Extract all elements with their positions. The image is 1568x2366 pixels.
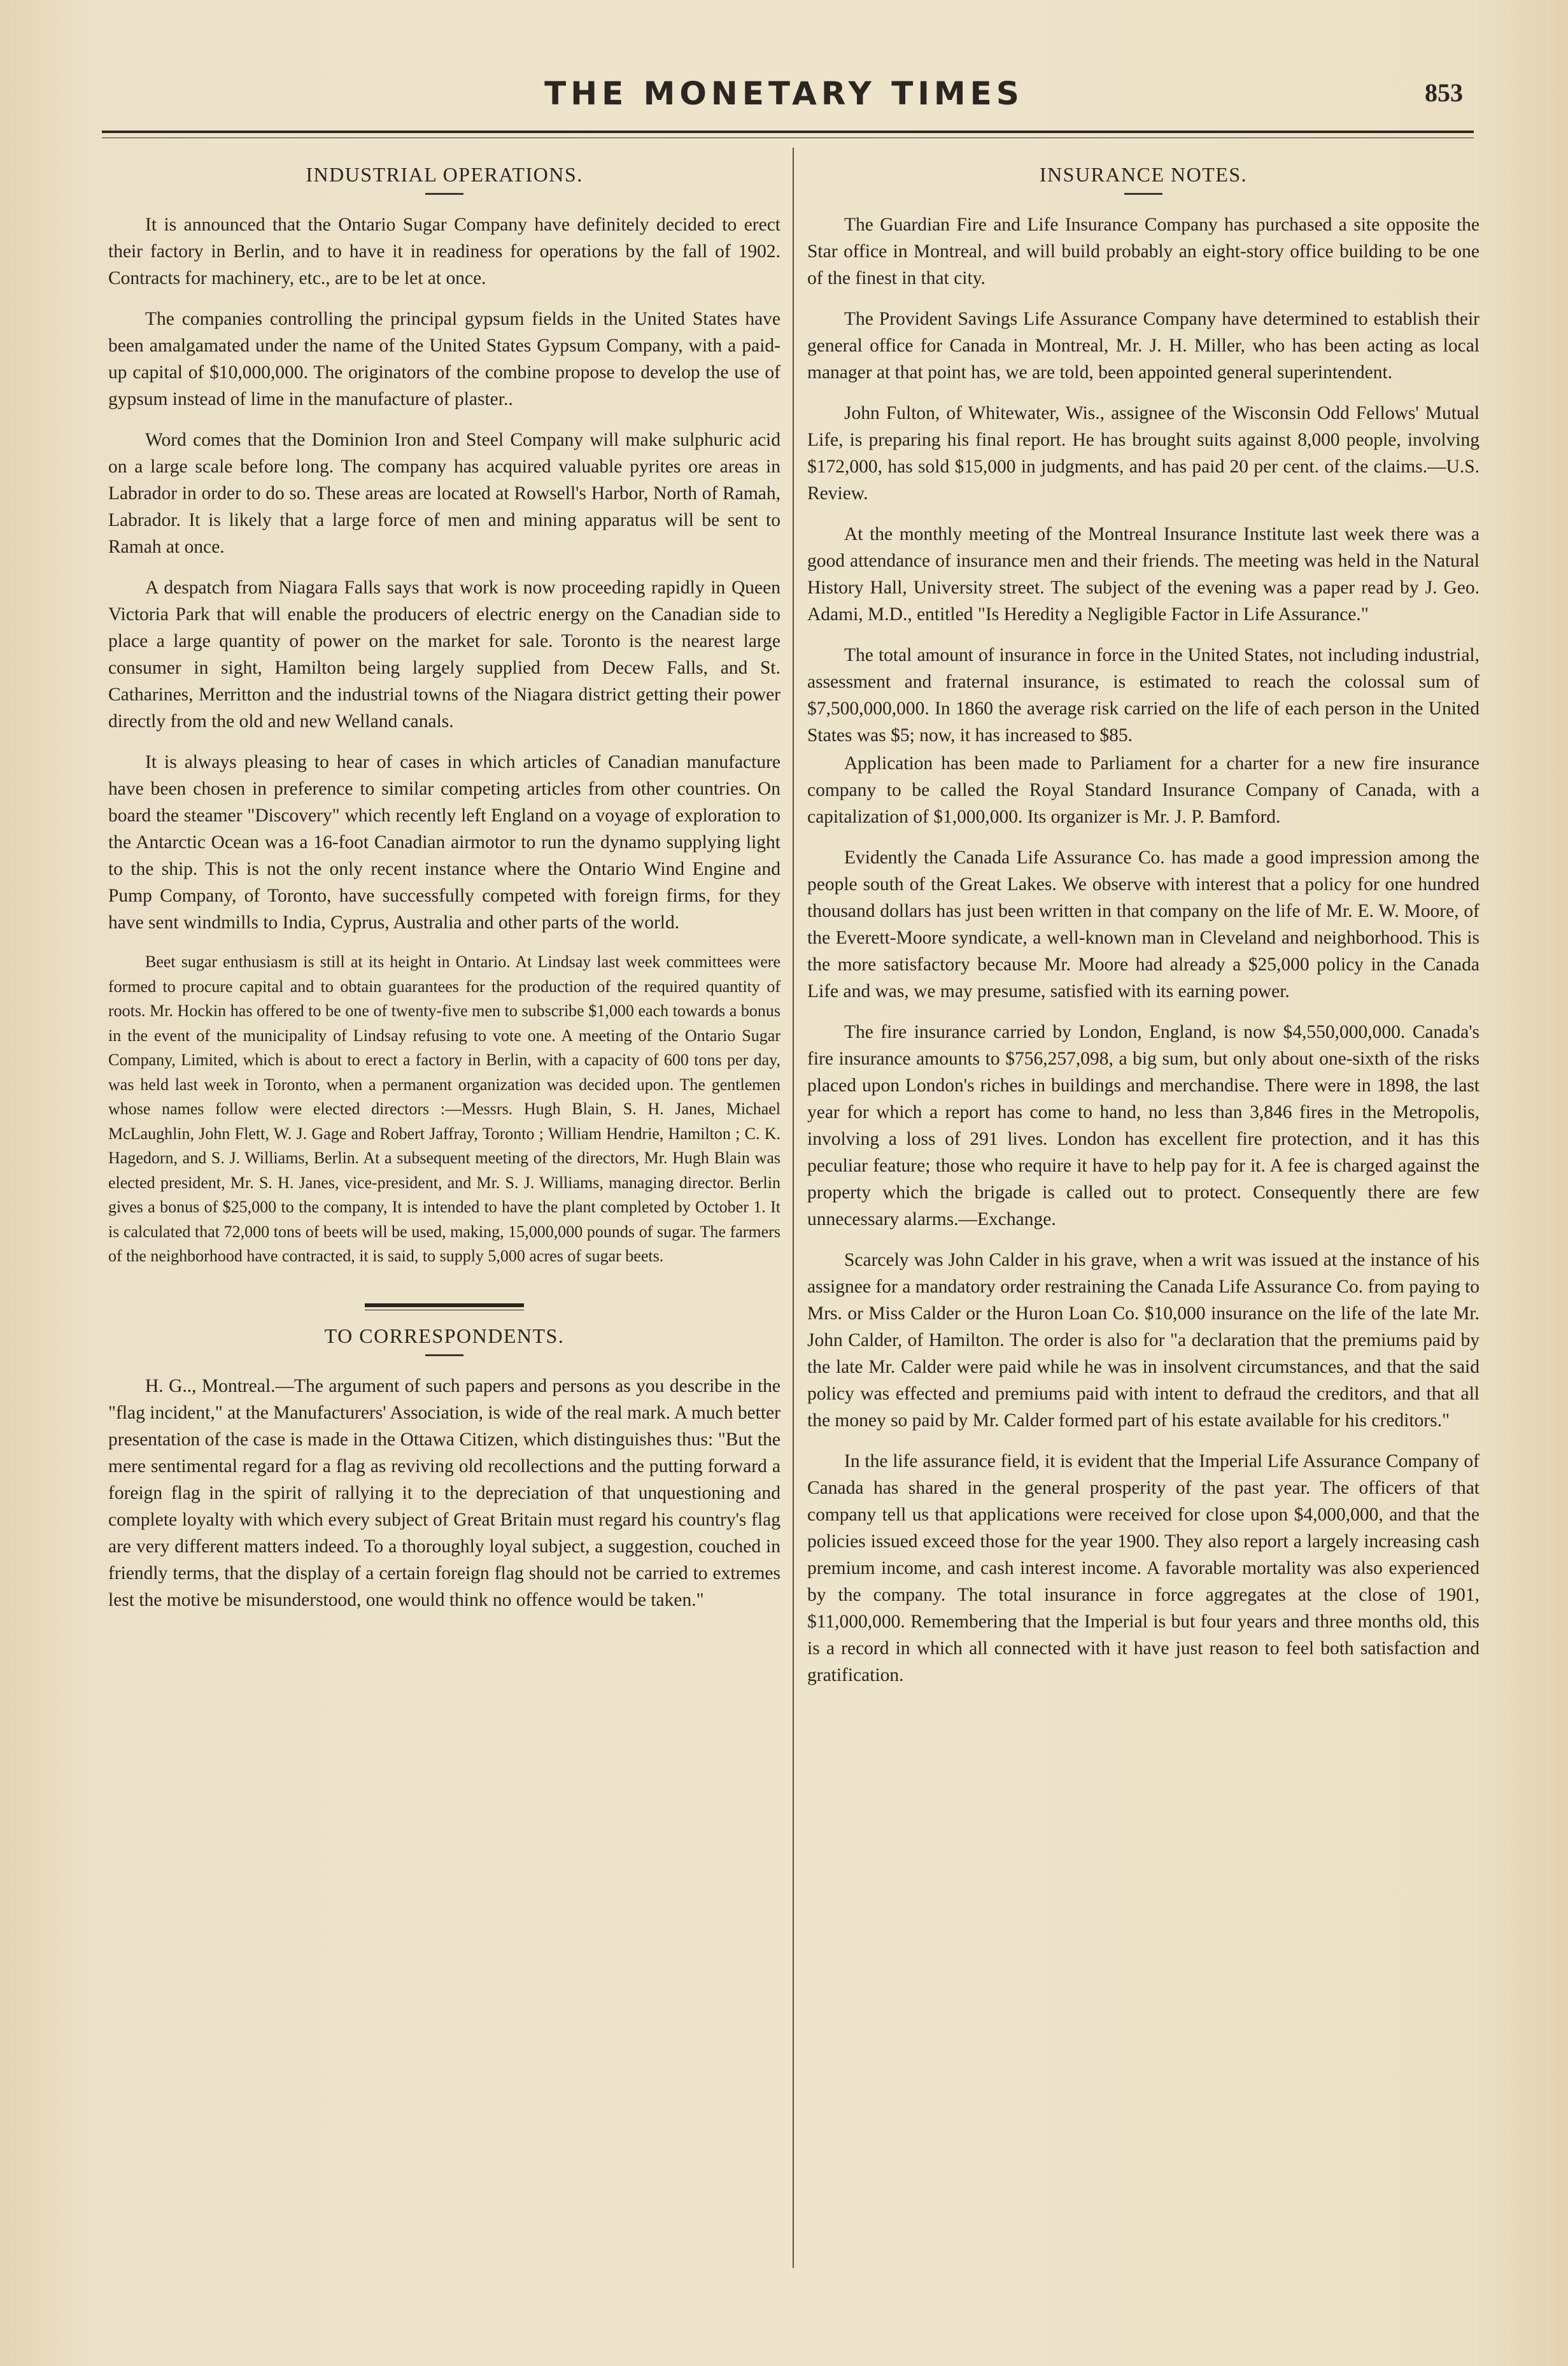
article-paragraph: The companies controlling the principal gypsum fields in the United States have been amalgamated under the name of the United States Gypsum Company, with a paid-up capital of $10,000,000. The originators of the combine propose to develop the use of gypsum instead of lime in the manufacture of plaster..	[108, 309, 780, 409]
article-paragraph: It is announced that the Ontario Sugar Company have definitely decided to erect their factory in Berlin, and to have it in readiness for operations by the fall of 1902. Contracts for machinery, etc., are to be let at once.	[108, 215, 780, 288]
page-number: 853	[1425, 78, 1463, 107]
left-column	[108, 153, 780, 1627]
article-paragraph: At the monthly meeting of the Montreal Insurance Institute last week there was a good attendance of insurance men and their friends. The meeting was held in the Natural History Hall, University street. The subject of the evening was a paper read by J. Geo. Adami, M.D., entitled "Is Heredity a Negligible Factor in Life Assurance."	[807, 524, 1480, 625]
article-paragraph: Scarcely was John Calder in his grave, when a writ was issued at the instance of his assignee for a mandatory order restraining the Canada Life Assurance Co. from paying to Mrs. or Miss Calder or the Huron Loan Co. $10,000 insurance on the life of the late Mr. John Calder, of Hamilton. The order is also for "a declaration that the premiums paid by the late Mr. Calder were paid while he was in insolvent circumstances, and that the said policy was effected and premiums paid with intent to defraud the creditors, and that all the money so paid by Mr. Calder formed part of his estate available for his creditors."	[807, 1250, 1480, 1431]
publication-title: THE MONETARY TIMES	[544, 75, 1024, 112]
article-paragraph: In the life assurance field, it is evident that the Imperial Life Assurance Company of Canada has shared in the general prosperity of the past year. The officers of that company tell us that applications were received for close upon $4,000,000, and that the policies issued exceed those for the year 1900. They also report a largely increasing cash premium income, and cash interest income. A favorable mortality was also experienced by the company. The total insurance in force aggregates at the close of 1901, $11,000,000. Remembering that the Imperial is but four years and three months old, this is a record in which all connected with it have just reason to feel both satisfaction and gratification.	[807, 1451, 1480, 1685]
section-heading-industrial: INDUSTRIAL OPERATIONS.	[306, 163, 583, 186]
masthead-rule-thick	[102, 131, 1474, 133]
article-paragraph: The Guardian Fire and Life Insurance Company has purchased a site opposite the Star office in Montreal, and will build probably an eight-story office building to be one of the finest in that city.	[807, 215, 1480, 288]
article-paragraph: A despatch from Niagara Falls says that work is now proceeding rapidly in Queen Victoria Park that will enable the producers of electric energy on the Canadian side to place a large quantity of power on the market for sale. Toronto is the nearest large consumer in sight, Hamilton being largely supplied from Decew Falls, and St. Catharines, Merritton and the industrial towns of the Niagara district getting their power directly from the old and new Welland canals.	[108, 577, 780, 732]
article-paragraph: The total amount of insurance in force in the United States, not including industrial, assessment and fraternal insurance, is estimated to reach the colossal sum of $7,500,000,000. In 1860 the average risk carried on the life of each person in the United States was $5; now, it has increased to $85.	[807, 645, 1480, 746]
article-paragraph-small: Beet sugar enthusiasm is still at its height in Ontario. At Lindsay last week committees were formed to procure capital and to obtain guarantees for the production of the required quantity of roots. Mr. Hockin has offered to be one of twenty-five men to subscribe $1,000 each towards a bonus in the event of the municipality of Lindsay refusing to vote one. A meeting of the Ontario Sugar Company, Limited, which is about to erect a factory in Berlin, with a capacity of 600 tons per day, was held last week in Toronto, when a permanent organization was decided upon. The gentlemen whose names follow were elected directors :—Messrs. Hugh Blain, S. H. Janes, Michael McLaughlin, John Flett, W. J. Gage and Robert Jaffray, Toronto ; William Hendrie, Hamilton ; C. K. Hagedorn, and S. J. Williams, Berlin. At a subsequent meeting of the directors, Mr. Hugh Blain was elected president, Mr. S. H. Janes, vice-president, and Mr. S. J. Williams, managing director. Berlin gives a bonus of $25,000 to the company, It is intended to have the plant completed by October 1. It is calculated that 72,000 tons of beets will be used, making, 15,000,000 pounds of sugar. The farmers of the neighborhood have contracted, it is said, to supply 5,000 acres of sugar beets.	[108, 953, 780, 1265]
heading-rule	[425, 1354, 463, 1356]
article-paragraph: Word comes that the Dominion Iron and Steel Company will make sulphuric acid on a large scale before long. The company has acquired valuable pyrites ore areas in Labrador in order to do so. These areas are located at Rowsell's Harbor, North of Ramah, Labrador. It is likely that a large force of men and mining apparatus will be sent to Ramah at once.	[108, 430, 780, 557]
article-paragraph: It is always pleasing to hear of cases in which articles of Canadian manufacture have been chosen in preference to similar competing articles from other countries. On board the steamer "Discovery" which recently left England on a voyage of exploration to the Antarctic Ocean was a 16-foot Canadian airmotor to run the dynamo supplying light to the ship. This is not the only recent instance where the Ontario Wind Engine and Pump Company, of Toronto, have successfully competed with foreign firms, for they have sent windmills to India, Cyprus, Australia and other parts of the world.	[108, 752, 780, 933]
article-paragraph: Application has been made to Parliament for a charter for a new fire insurance company to be called the Royal Standard Insurance Company of Canada, with a capitalization of $1,000,000. Its organizer is Mr. J. P. Bamford.	[807, 753, 1480, 827]
right-column	[807, 153, 1480, 1703]
masthead	[102, 75, 1466, 113]
section-separator	[365, 1303, 524, 1310]
section-heading-correspondents: TO CORRESPONDENTS.	[324, 1324, 565, 1347]
article-paragraph: The fire insurance carried by London, England, is now $4,550,000,000. Canada's fire insurance amounts to $756,257,098, a big sum, but only about one-sixth of the risks placed upon London's riches in buildings and merchandise. There were in 1898, the last year for which a report has come to hand, no less than 3,846 fires in the Metropolis, involving a loss of 291 lives. London has excellent fire protection, and it has this peculiar feature; those who require it have to help pay for it. A fee is charged against the property which the brigade is called out to protect. Consequently there are few unnecessary alarms.—Exchange.	[807, 1022, 1480, 1229]
article-paragraph: Evidently the Canada Life Assurance Co. has made a good impression among the people south of the Great Lakes. We observe with interest that a policy for one hundred thousand dollars has just been written in that company on the life of Mr. E. W. Moore, of the Everett-Moore syndicate, a well-known man in Cleveland and neighborhood. This is the more satisfactory because Mr. Moore had already a $25,000 policy in the Canada Life and was, we may presume, satisfied with its earning power.	[807, 847, 1480, 1002]
section-heading-insurance: INSURANCE NOTES.	[1039, 163, 1248, 186]
heading-rule	[1124, 193, 1162, 195]
heading-rule	[425, 193, 463, 195]
article-paragraph: The Provident Savings Life Assurance Company have determined to establish their general office for Canada in Montreal, Mr. J. H. Miller, who has been acting as local manager at that point has, we are told, been appointed general superintendent.	[807, 309, 1480, 383]
column-divider	[793, 148, 794, 2268]
article-paragraph: John Fulton, of Whitewater, Wis., assignee of the Wisconsin Odd Fellows' Mutual Life, is preparing his final report. He has brought suits against 8,000 people, involving $172,000, has sold $15,000 in judgments, and has paid 20 per cent. of the claims.—U.S. Review.	[807, 403, 1480, 504]
article-paragraph: H. G.., Montreal.—The argument of such papers and persons as you describe in the "flag incident," at the Manufacturers' Association, is wide of the real mark. A much better presentation of the case is made in the Ottawa Citizen, which distinguishes thus: "But the mere sentimental regard for a flag as reviving old recollections and the putting forward a foreign flag in the spirit of rallying it to the depreciation of that unquestioning and complete loyalty with which every subject of Great Britain must regard his country's flag are very different matters indeed. To a thoroughly loyal subject, a suggestion, couched in friendly terms, that the display of a certain foreign flag should not be carried to extremes lest the motive be misunderstood, one would think no offence would be taken."	[108, 1375, 780, 1610]
